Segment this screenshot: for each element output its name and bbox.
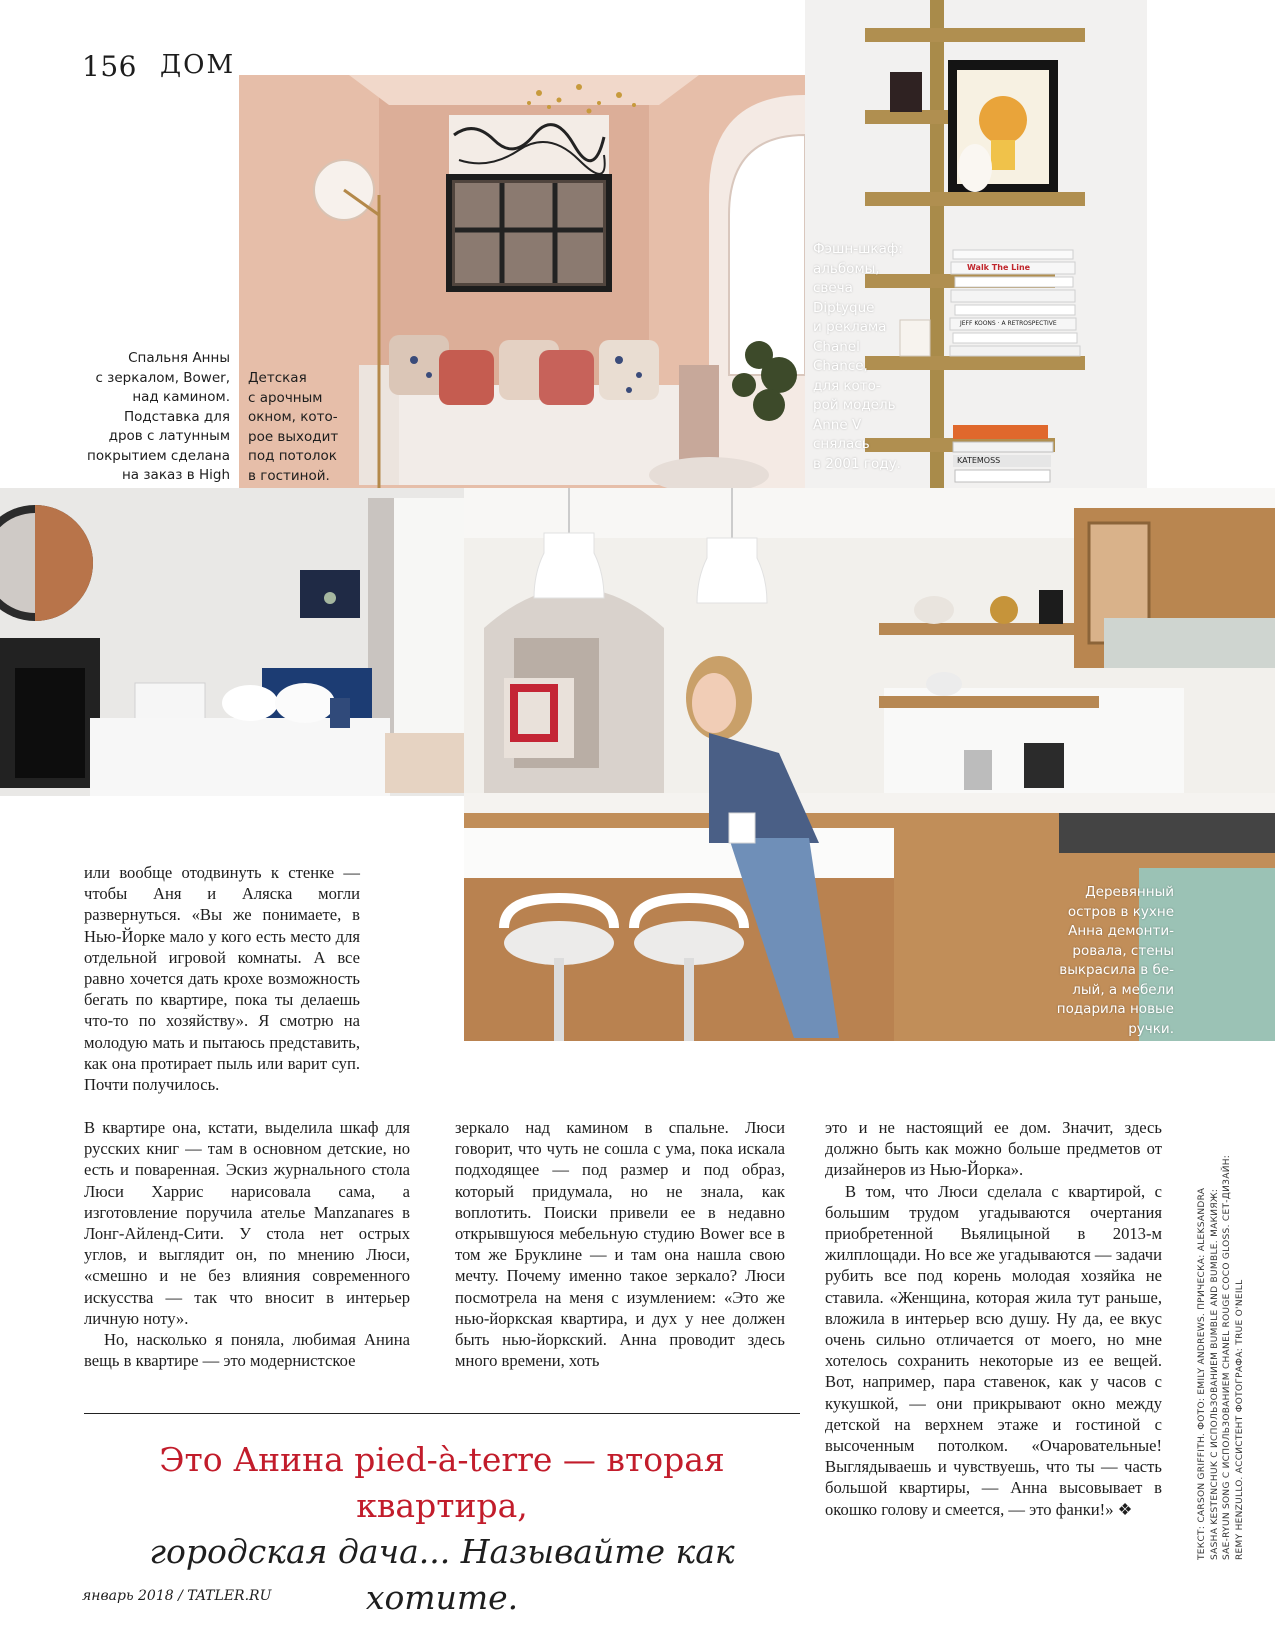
book-spine-text: Walk The Line	[967, 263, 1031, 272]
body-column-1-top: или вообще отодвинуть к стенке — чтобы Аня и Аляска могли развернуться. «Вы же понимаете, в Нью-Йорке мало у кого есть место для отдельной игровой комнаты. А все равно хочется дать крохе возможность бегать по квартире, пока ты делаешь что-то по хозяйству». Я смотрю на молодую мать и пытаюсь представить, как она протирает пыль или варит суп. Почти получилось.	[84, 863, 360, 1095]
photo-bedroom	[0, 488, 464, 796]
photo-kitchen	[464, 488, 1275, 1041]
photo-fashion-shelf	[805, 0, 1147, 488]
caption-kitchen: Деревянный остров в кухне Анна демонти- ровала, стены выкрасила в бе- лый, а мебели подарила новые ручки.	[1056, 884, 1174, 1037]
caption-nursery: Детская с арочным окном, кото- рое выходит под потолок в гостиной.	[248, 370, 339, 484]
caption-fashion-shelf: Фэшн-шкаф: альбомы, свеча Diptyque и реклама Chanel Chance, для кото- рой модель Anne V снялась в 2001 году.	[813, 241, 903, 472]
pull-quote-rule	[84, 1413, 800, 1414]
book-spine-text: JEFF KOONS · A RETROSPECTIVE	[960, 320, 1057, 327]
section-title: ДОМ	[160, 50, 236, 80]
body-column-1: В квартире она, кстати, выделила шкаф для русских книг — там в основном детские, но есть и поваренная. Эскиз журнального стола Люси Харрис нарисовала сама, а изготовление поручила ателье Manzanares в Лонг-Айленд-Сити. У стола нет острых углов, и выглядит он, по мнению Люси, «смешно и не без влияния современного искусства — так что вносит в интерьер личную ноту». Но, насколько я поняла, любимая Анина вещь в квартире — это модернистское	[84, 1118, 410, 1371]
page-number: 156	[82, 50, 137, 83]
caption-bedroom: Спальня Анны с зеркалом, Bower, над камином. Подставка для дров с латунным покрытием сделана на заказ в High	[87, 350, 230, 483]
footer-issue: январь 2018 / TATLER.RU	[82, 1588, 272, 1604]
pull-quote: Это Анина pied-à-terre — вторая квартира, городская дача... Называйте как хотите.	[149, 1440, 735, 1617]
body-column-2: зеркало над камином в спальне. Люси говорит, что чуть не сошла с ума, пока искала подходящее — под размер и под образ, который придумала, но не знала, как воплотить. Поиски привели ее в недавно открывшуюся мебельную студию Bower все в том же Бруклине — и там она нашла свою мечту. Почему именно такое зеркало? Люси посмотрела на меня с изумлением: «Это же нью-йоркская квартира, и дух у нее должен быть нью-йоркский. Анна проводит здесь много времени, хоть	[455, 1118, 785, 1371]
photo-nursery	[239, 75, 805, 488]
photo-credits: ТЕКСТ: CARSON GRIFFITH. ФОТО: EMILY ANDREWS. ПРИЧЕСКА: ALEKSANDRA SASHA KESTENCHUK С ИСПОЛЬЗОВАНИЕМ BUMBLE AND BUMBLE. МАКИЯЖ: SAE-RYUN SONG С ИСПОЛЬЗОВАНИЕМ CHANEL ROUGE COCO GLOSS. СЕТ-ДИЗАЙН: REMY HENZULLO. АССИСТЕНТ ФОТОГРАФА: TRUE O'NEILL	[1197, 1154, 1245, 1560]
book-spine-text: KATEMOSS	[957, 456, 1001, 465]
body-column-3: это и не настоящий ее дом. Значит, здесь должно быть как можно больше предметов от дизайнеров из Нью-Йорка». В том, что Люси сделала с квартирой, с большим трудом угадываются очертания приобретенной Вьялицыной в 2013-м жилплощади. Но все же угадываются — задачи рубить все под корень молодая хозяйка не ставила. «Женщина, которая жила тут раньше, вложила в интерьер всю душу. Ну да, ее вкус очень сильно отличается от моего, но мне хотелось сохранить некоторые из ее вещей. Вот, например, пара ставенок, как у часов с кукушкой, — они прикрывают окно между детской на верхнем этаже и гостиной с высоченным потолком. «Очаровательные! Выглядываешь и чувствуешь, что ты — часть большой квартиры, — Анна высовывает в окошко голову и смеется, — это фанки!» ❖	[825, 1118, 1162, 1519]
